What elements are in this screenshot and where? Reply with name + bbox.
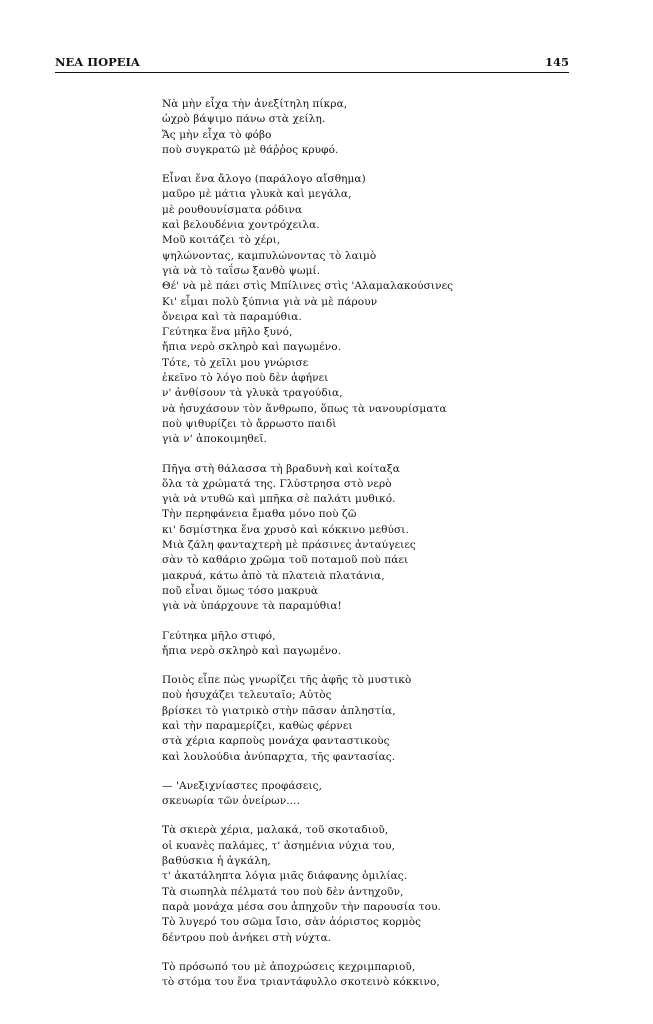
poem-line: ψηλώνοντας, καμπυλώνοντας τὸ λαιμὸ <box>162 249 377 262</box>
page-number: 145 <box>544 55 569 69</box>
poem-line: ὠχρὸ βάψιμο πάνω στὰ χείλη. <box>162 113 326 126</box>
poem-line: Τὸ λυγερό του σῶμα ἴσιο, σὰν ἀόριστος κορμὸς <box>162 916 422 929</box>
poem-line: Ποιὸς εἶπε πὼς γνωρίζει τῆς ἀφῆς τὸ μυστικὸ <box>162 674 412 687</box>
poem-line: γιὰ ν' ἀποκοιμηθεῖ. <box>162 433 267 446</box>
poem-line: ποὺ ἡσυχάζει τελευταῖο; Αὐτὸς <box>162 689 332 702</box>
stanza <box>162 823 492 945</box>
poem-line: ποῦ εἶναι ὅμως τόσο μακρυὰ <box>162 584 319 597</box>
stanza <box>162 97 492 158</box>
poem-line: μαῦρο μὲ μάτια γλυκὰ καὶ μεγάλα, <box>162 188 352 201</box>
poem-line: Γεύτηκα μῆλο στιφό, <box>162 629 276 642</box>
poem-line: γιὰ νὰ ὑπάρχουνε τὰ παραμύθια! <box>162 600 342 613</box>
poem-line: βρίσκει τὸ γιατρικὸ στὴν πᾶσαν ἀπληστία, <box>162 704 396 717</box>
stanza <box>162 629 492 660</box>
poem-line: Πῆγα στὴ θάλασσα τὴ βραδυνὴ καὶ κοίταξα <box>162 462 400 475</box>
poem-line: καὶ τὴν παραμερίζει, καθὼς φέρνει <box>162 719 353 732</box>
poem-line: νὰ ἡσυχάσουν τὸν ἄνθρωπο, ὅπως τὰ νανουρίσματα <box>162 402 447 415</box>
poem-line: Κι' εἶμαι πολὺ ξύπνια γιὰ νὰ μὲ πάρουν <box>162 295 378 308</box>
poem-line: ποὺ συγκρατῶ μὲ θάῤῥος κρυφό. <box>162 143 339 156</box>
poem-line: καὶ λουλούδια ἀνύπαρχτα, τῆς φαντασίας. <box>162 750 396 763</box>
poem-line: γιὰ νὰ ντυθῶ καὶ μπῆκα σὲ παλάτι μυθικό. <box>162 493 396 506</box>
poem-line: ἤπια νερὸ σκληρὸ καὶ παγωμένο. <box>162 341 342 354</box>
stanza <box>162 673 492 765</box>
poem-line: Εἶναι ἕνα ἄλογο (παράλογο αἴσθημα) <box>162 173 366 186</box>
poem-line: δέντρου ποὺ ἀνήκει στὴ νύχτα. <box>162 931 332 944</box>
poem-line: Θέ' νὰ μὲ πάει στὶς Μπίλινες στὶς 'Αλαμαλακούσινες <box>162 280 454 293</box>
poem-line: Τότε, τὸ χεῖλι μου γνώρισε <box>162 356 309 369</box>
poem-line: Μοῦ κοιτάζει τὸ χέρι, <box>162 234 281 247</box>
poem-line: γιὰ νὰ τὸ ταΐσω ξανθὸ ψωμί. <box>162 264 321 277</box>
poem-line: Τὰ σκιερὰ χέρια, μαλακά, τοῦ σκοταδιοῦ, <box>162 824 389 837</box>
poem-line: κι' δσμίστηκα ἕνα χρυσὸ καὶ κόκκινο μεθύσι. <box>162 523 409 536</box>
poem-line: ὄνειρα καὶ τὰ παραμύθια. <box>162 310 302 323</box>
poem-line: ἤπια νερὸ σκληρὸ καὶ παγωμένο. <box>162 644 342 657</box>
poem-line: Μιὰ ζάλη φανταχτερὴ μὲ πράσινες ἀνταύγειες <box>162 539 416 552</box>
poem-line: στὰ χέρια καρποὺς μονάχα φανταστικοὺς <box>162 735 390 748</box>
stanza <box>162 779 492 810</box>
poem-line: Τὰ σιωπηλὰ πέλματά του ποὺ δὲν ἀντηχοῦν, <box>162 885 404 898</box>
poem-body <box>162 97 492 1004</box>
poem-line: ὅλα τὰ χρώματά της. Γλύστρησα στὸ νερὸ <box>162 477 392 490</box>
poem-line: ν' ἀνθίσουν τὰ γλυκὰ τραγούδια, <box>162 387 343 400</box>
poem-line: τ' ἀκατάληπτα λόγια μιᾶς διάφανης ὁμιλίας. <box>162 870 408 883</box>
poem-line: μὲ ρουθουνίσματα ρόδινα <box>162 203 303 216</box>
stanza <box>162 172 492 447</box>
poem-line: Γεύτηκα ἕνα μῆλο ξυνό, <box>162 326 293 339</box>
poem-line: παρὰ μονάχα μέσα σου ἀπηχοῦν τὴν παρουσία του. <box>162 900 441 913</box>
poem-line: καὶ βελουδένια χοντρόχειλα. <box>162 219 320 232</box>
stanza <box>162 960 492 991</box>
poem-line: ἐκεῖνο τὸ λόγο ποὺ δὲν ἀφήνει <box>162 372 329 385</box>
poem-line: Τὸ πρόσωπό του μὲ ἀποχρώσεις κεχριμπαριοῦ, <box>162 960 416 973</box>
poem-line: Τὴν περηφάνεια ἔμαθα μόνο ποὺ ζῶ <box>162 508 357 521</box>
poem-line: οἱ κυανὲς παλάμες, τ' ἀσημένια νύχια του, <box>162 839 396 852</box>
poem-line: βαθύσκια ἡ ἀγκάλη, <box>162 855 271 868</box>
poem-line: Ἄς μὴν εἶχα τὸ φόβο <box>162 128 272 141</box>
running-title: ΝΕΑ ΠΟΡΕΙΑ <box>55 55 140 69</box>
poem-line: ποὺ ψιθυρίζει τὸ ἄρρωστο παιδὶ <box>162 417 337 430</box>
poem-line: — 'Ανεξιχνίαστες προφάσεις, <box>162 779 323 792</box>
stanza <box>162 462 492 615</box>
poem-line: μακρυά, κάτω ἀπὸ τὰ πλατειὰ πλατάνια, <box>162 569 385 582</box>
poem-line: τὸ στόμα του ἕνα τριαντάφυλλο σκοτεινὸ κόκκινο, <box>162 976 440 989</box>
poem-line: σὰν τὸ καθάριο χρῶμα τοῦ ποταμοῦ ποὺ πάει <box>162 554 409 567</box>
header-rule <box>55 72 569 73</box>
poem-line: Νὰ μὴν εἶχα τὴν ἀνεξίτηλη πίκρα, <box>162 98 348 110</box>
poem-line: σκευωρία τῶν ὀνείρων.... <box>162 795 301 808</box>
page-header <box>55 55 569 77</box>
